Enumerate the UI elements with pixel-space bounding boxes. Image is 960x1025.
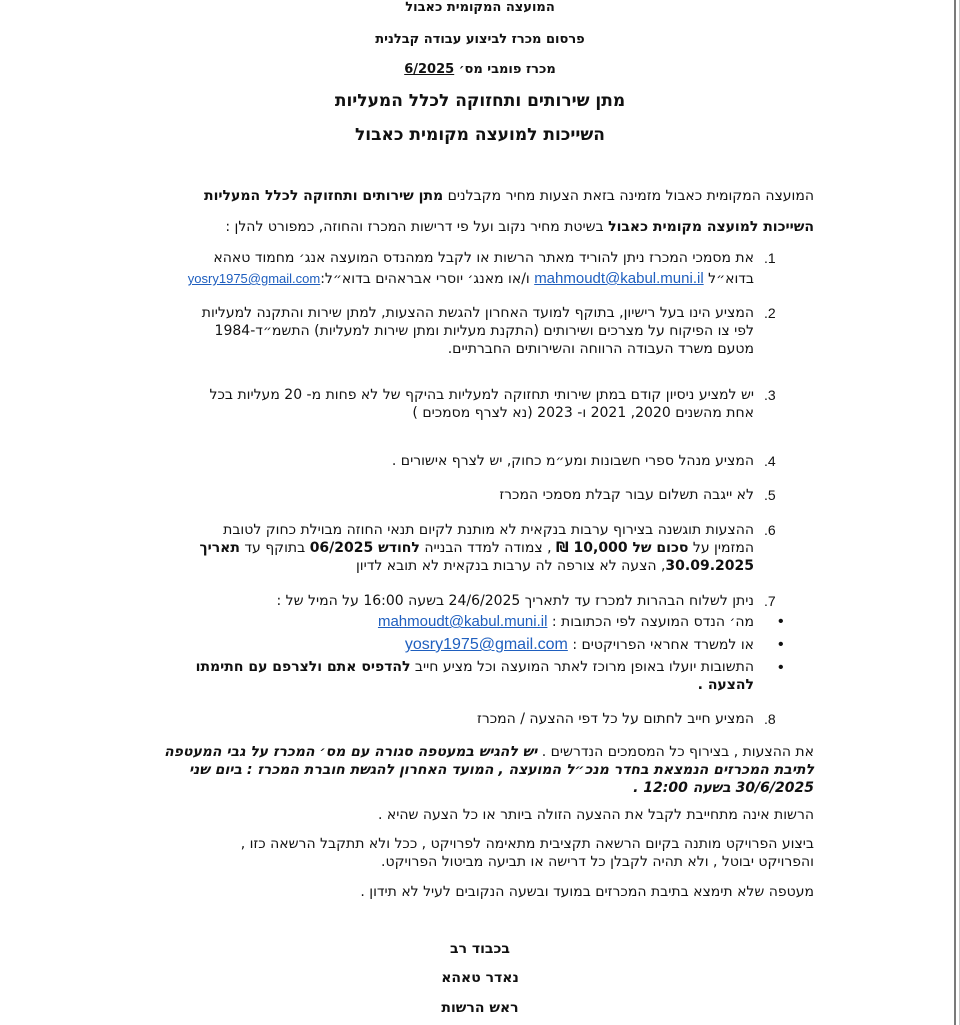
email-link-engineer[interactable]: mahmoudt@kabul.muni.il	[534, 270, 704, 287]
closing-deadline-text: לתיבת המכרזים הנמצאת בחדר מנכ״ל המועצה , המועד האחרון להגשת חוברת המכרז :	[241, 762, 814, 778]
item-7-number: .7	[764, 593, 776, 609]
item-6-line-2	[200, 540, 754, 556]
item-2-line-1: המציע הינו בעל רישיון, בתוקף למועד האחרון להגשת ההצעות, למתן שירות והתקנה למעליות	[201, 305, 754, 321]
closing-p1-line-3: 30/6/2025 בשעה 12:00 .	[633, 780, 814, 796]
item-1-alt-contact: ו/או מאנג׳ יוסרי אבראהים בדוא״ל:	[320, 271, 535, 287]
item-7-bullet-2	[405, 636, 754, 654]
closing-p4: מעטפה שלא תימצא בתיבת המכרזים במועד ובשעה הנקובים לעיל לא תידון .	[360, 884, 814, 900]
item-6-date-label: תאריך	[199, 540, 240, 556]
closing-p1-line-1	[164, 744, 814, 760]
item-6-text-c: , צמודה למדד הבנייה	[419, 540, 556, 556]
intro-subject: מתן שירותים ותחזוקה לכלל המעליות	[204, 188, 444, 204]
tender-number: 6/2025	[404, 62, 455, 77]
email-link-engineer-2[interactable]: mahmoudt@kabul.muni.il	[377, 613, 548, 630]
closing-p2: הרשות אינה מתחייבת לקבל את ההצעה הזולה ביותר או כל הצעה שהיא .	[377, 807, 814, 823]
bullet-icon: •	[778, 659, 784, 676]
item-6-text-f: , הצעה לא צורפה לה ערבות בנקאית לא תובא לדיון	[355, 558, 666, 574]
closing-p3-line-2: והפרויקט יבוטל , ולא תהיה לקבלן כל דרישה או תביעה מביטול הפרויקט.	[381, 854, 814, 870]
bullet-1-text: מה׳ הנדס המועצה לפי הכתובות :	[551, 614, 754, 630]
authority-heading: המועצה המקומית כאבול	[405, 0, 555, 15]
signature-name: נאדר טאהא	[441, 970, 519, 986]
bullet-3-emphasis: להדפיס אתם ולצרפם עם חתימתו	[195, 659, 411, 675]
item-4-number: .4	[764, 453, 776, 469]
item-3-line-2: אחת מהשנים 2020, 2021 ו- 2023 (נא לצרף מסמכים )	[412, 405, 754, 421]
intro-text: המועצה המקומית כאבול מזמינה בזאת הצעות מחיר מקבלנים	[443, 188, 814, 204]
item-7-bullet-1	[378, 613, 754, 630]
guarantee-expiry-date: 30.09.2025	[665, 558, 754, 574]
item-7-bullet-3-cont: להצעה .	[697, 677, 754, 693]
item-6-line-3	[356, 558, 754, 574]
item-3-number: .3	[764, 387, 776, 403]
email-link-projects[interactable]: yosry1975@gmail.com	[187, 271, 321, 286]
item-6-text-a: המזמין על	[688, 540, 754, 556]
item-5-line-1: לא ייגבה תשלום עבור קבלת מסמכי המכרז	[499, 487, 754, 503]
item-1-line-1: את מסמכי המכרז ניתן להוריד מאתר הרשות או לקבל ממהנדס המועצה אנג׳ מחמוד טאהא	[213, 250, 754, 266]
item-5-number: .5	[764, 487, 776, 503]
closing-p1-emphasis: יש להגיש במעטפה סגורה עם מס׳ המכרז על גבי המעטפה	[164, 744, 538, 760]
page-edge-shadow	[954, 0, 956, 1025]
guarantee-amount: סכום של 10,000 ₪	[556, 540, 689, 556]
item-1-prefix: בדוא״ל	[703, 271, 754, 287]
signature-greeting: בכבוד רב	[450, 941, 510, 957]
item-7-bullet-3	[196, 659, 754, 675]
intro-method: בשיטת מחיר נקוב ועל פי דרישות המכרז והחוזה, כמפורט להלן :	[225, 219, 609, 235]
bullet-3-text: התשובות יועלו באופן מרוכז לאתר המועצה וכל מציע חייב	[410, 659, 754, 675]
item-2-number: .2	[764, 305, 776, 321]
intro-line-1	[204, 188, 814, 204]
tender-title-line2: השייכות למועצה מקומית כאבול	[354, 125, 605, 145]
closing-deadline-day: ביום שני	[188, 762, 242, 778]
signature-role: ראש הרשות	[441, 1000, 519, 1016]
item-1-number: .1	[764, 250, 776, 266]
item-3-line-1: יש למציע ניסיון קודם במתן שירותי תחזוקה למעליות בהיקף של לא פחות מ- 20 מעליות בכל	[209, 387, 754, 403]
tender-prefix: מכרז פומבי מס׳	[458, 62, 556, 77]
publication-heading: פרסום מכרז לביצוע עבודה קבלנית	[375, 32, 585, 47]
item-6-text-e: בתוקף עד	[239, 540, 310, 556]
item-6-number: .6	[764, 522, 776, 538]
bullet-icon: •	[778, 636, 784, 653]
item-7-line-1: ניתן לשלוח הבהרות למכרז עד לתאריך 24/6/2025 בשעה 16:00 על המיל של :	[276, 593, 754, 609]
item-8-number: .8	[764, 711, 776, 727]
email-link-projects-2[interactable]: yosry1975@gmail.com	[404, 636, 568, 653]
closing-p1-text: את ההצעות , בצירוף כל המסמכים הנדרשים .	[537, 744, 814, 760]
item-2-line-3: מטעם משרד העבודה הרווחה והשירותים החברתיים.	[447, 341, 754, 357]
item-2-line-2: לפי צו הפיקוח על מצרכים ושירותים (התקנת מעליות ומתן שירות למעליות) התשמ״ד-1984	[214, 323, 754, 339]
index-month: לחודש 06/2025	[309, 540, 420, 556]
item-6-line-1: ההצעות תוגשנה בצירוף ערבות בנקאית לא מותנת לקיום תנאי החוזה מבוילת כחוק לטובת	[223, 522, 754, 538]
tender-number-heading	[0, 62, 960, 77]
bullet-2-text: או למשרד אחראי הפרויקטים :	[572, 637, 754, 653]
item-1-line-2	[188, 270, 754, 287]
item-4-line-1: המציע מנהל ספרי חשבונות ומע״מ כחוק, יש לצרף אישורים .	[391, 453, 754, 469]
tender-title-line1: מתן שירותים ותחזוקה לכלל המעליות	[334, 91, 626, 111]
bullet-icon: •	[778, 613, 784, 630]
item-8-line-1: המציע חייב לחתום על כל דפי ההצעה / המכרז	[477, 711, 754, 727]
intro-line-2	[225, 219, 814, 235]
closing-p3-line-1: ביצוע הפרויקט מותנה בקיום הרשאה תקציבית מתאימה לפרויקט , ככל ולא תתקבל הרשאה כזו ,	[240, 836, 814, 852]
intro-owner: השייכות למועצה מקומית כאבול	[608, 219, 814, 235]
closing-p1-line-2	[189, 762, 814, 778]
